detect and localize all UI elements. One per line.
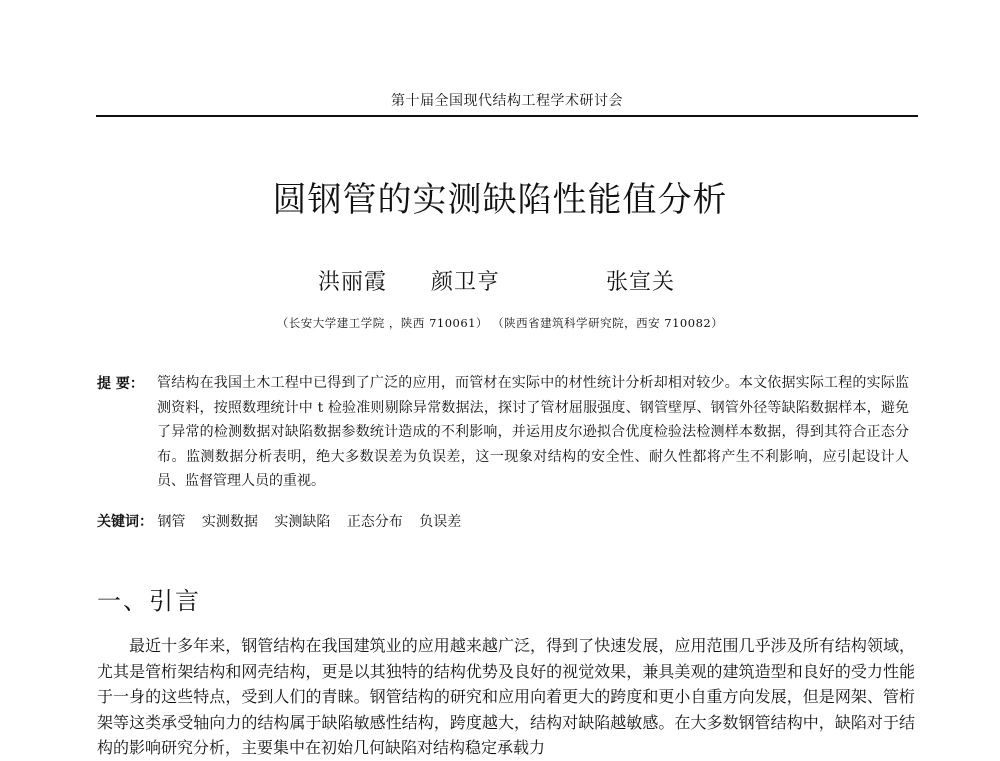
author-2: 颜卫亨 — [431, 270, 501, 295]
author-1: 洪丽霞 — [318, 270, 388, 295]
keyword-item: 负误差 — [419, 514, 462, 530]
section-heading: 一、引言 — [97, 587, 201, 615]
header-rule — [96, 115, 918, 117]
abstract-label: 提 要： — [97, 376, 144, 392]
keyword-item: 实测数据 — [201, 514, 258, 530]
keywords — [97, 511, 917, 531]
author-3: 张宣关 — [606, 270, 676, 295]
body-paragraph: 最近十多年来，钢管结构在我国建筑业的应用越来越广泛，得到了快速发展，应用范围几乎涉及所有结构领域，尤其是管桁架结构和网壳结构，更是以其独特的结构优势及良好的视觉效果，兼具美观的建筑造型和良好的受力性能于一身的这些特点，受到人们的青睐。钢管结构的研究和应用向着更大的跨度和更小自重方向发展，但是网架、管桁架等这类承受轴向力的结构属于缺陷敏感性结构，跨度越大，结构对缺陷越敏感。在大多数钢管结构中，缺陷对于结构的影响研究分析，主要集中在初始几何缺陷对结构稳定承载力 — [97, 636, 915, 757]
keyword-item: 实测缺陷 — [274, 514, 331, 530]
abstract-text: 管结构在我国土木工程中已得到了广泛的应用，而管材在实际中的材性统计分析却相对较少。本文依据实际工程的实际监测资料，按照数理统计中 t 检验准则剔除异常数据法，探讨了管材屈服强度、钢管壁厚、钢管外径等缺陷数据样本，避免了异常的检测数据对缺陷数据参数统计造成的不利影响，并运用皮尔逊拟合优度检验法检测样本数据，得到其符合正态分布。监测数据分析表明，绝大多数误差为负误差，这一现象对结构的安全性、耐久性都将产生不利影响，应引起设计人员、监督管理人员的重视。 — [157, 375, 909, 489]
keywords-label: 关键词： — [97, 514, 153, 530]
keyword-item: 钢管 — [157, 514, 186, 530]
keyword-item: 正态分布 — [346, 514, 403, 530]
paper-title: 圆钢管的实测缺陷性能值分析 — [272, 180, 728, 220]
affiliation: （长安大学建工学院 ，陕西 710061） （陕西省建筑科学研究院，西安 710082） — [276, 316, 724, 330]
running-header: 第十届全国现代结构工程学术研讨会 — [391, 93, 623, 109]
